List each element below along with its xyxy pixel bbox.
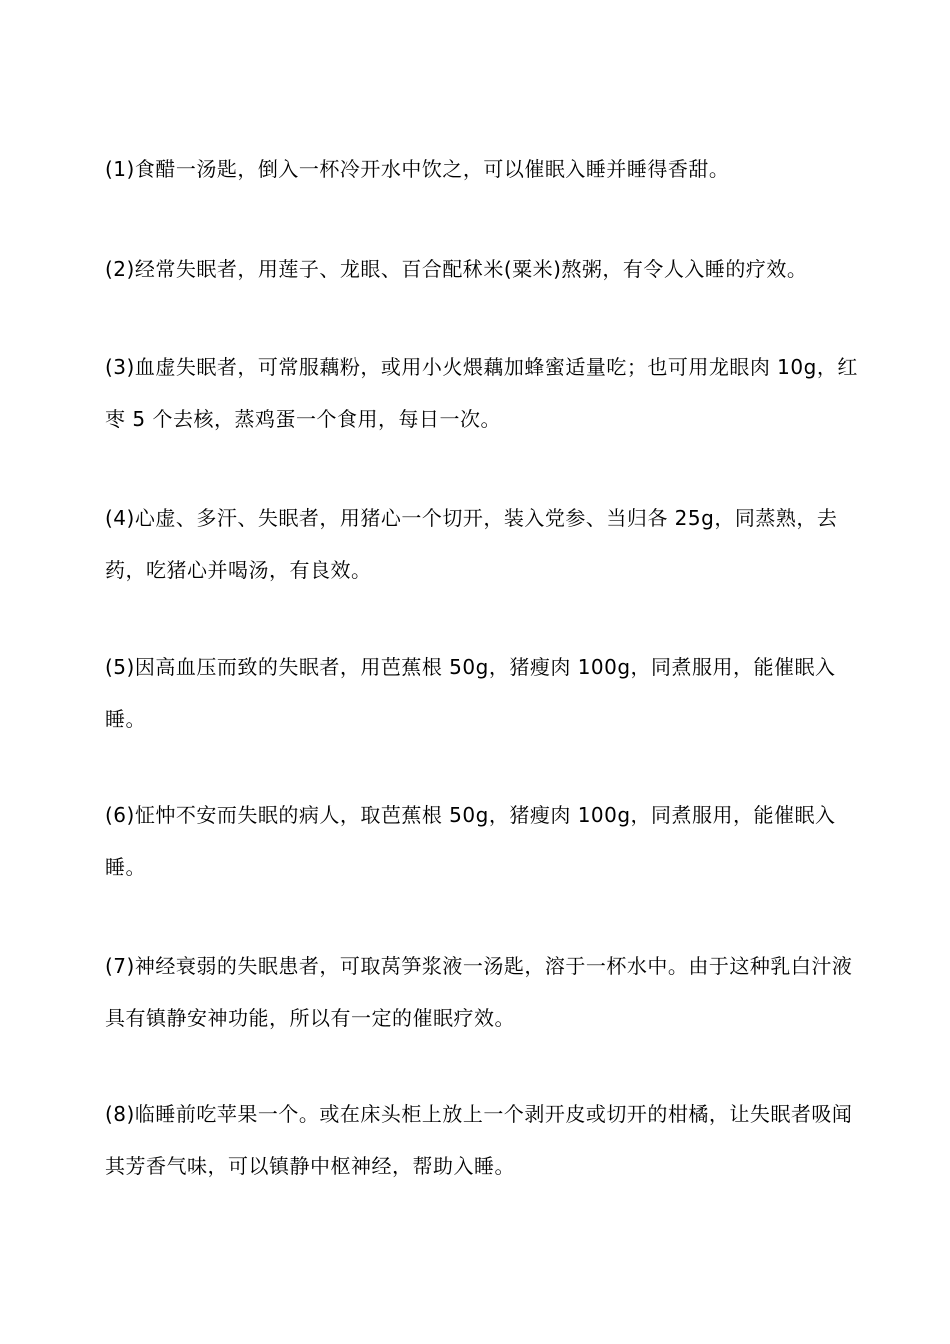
paragraph-4: (4)心虚、多汗、失眠者，用猪心一个切开，装入党参、当归各 25g，同蒸熟，去药，吃猪心并喝汤，有良效。 <box>105 506 838 582</box>
paragraph-2: (2)经常失眠者，用莲子、龙眼、百合配秫米(粟米)熬粥，有令人入睡的疗效。 <box>105 257 808 281</box>
paragraph-1: (1)食醋一汤匙，倒入一杯冷开水中饮之，可以催眠入睡并睡得香甜。 <box>105 157 730 181</box>
paragraph-8: (8)临睡前吃苹果一个。或在床头柜上放上一个剥开皮或切开的柑橘，让失眠者吸闻其芳香气味，可以镇静中枢神经，帮助入睡。 <box>105 1102 853 1178</box>
paragraph-6: (6)怔忡不安而失眠的病人，取芭蕉根 50g，猪瘦肉 100g，同煮服用，能催眠入睡。 <box>105 803 836 879</box>
paragraph-7: (7)神经衰弱的失眠患者，可取莴笋浆液一汤匙，溶于一杯水中。由于这种乳白汁液具有镇静安神功能，所以有一定的催眠疗效。 <box>105 954 853 1030</box>
paragraph-5: (5)因高血压而致的失眠者，用芭蕉根 50g，猪瘦肉 100g，同煮服用，能催眠入睡。 <box>105 655 836 731</box>
paragraph-3: (3)血虚失眠者，可常服藕粉，或用小火煨藕加蜂蜜适量吃；也可用龙眼肉 10g，红枣 5 个去核，蒸鸡蛋一个食用，每日一次。 <box>105 355 858 431</box>
